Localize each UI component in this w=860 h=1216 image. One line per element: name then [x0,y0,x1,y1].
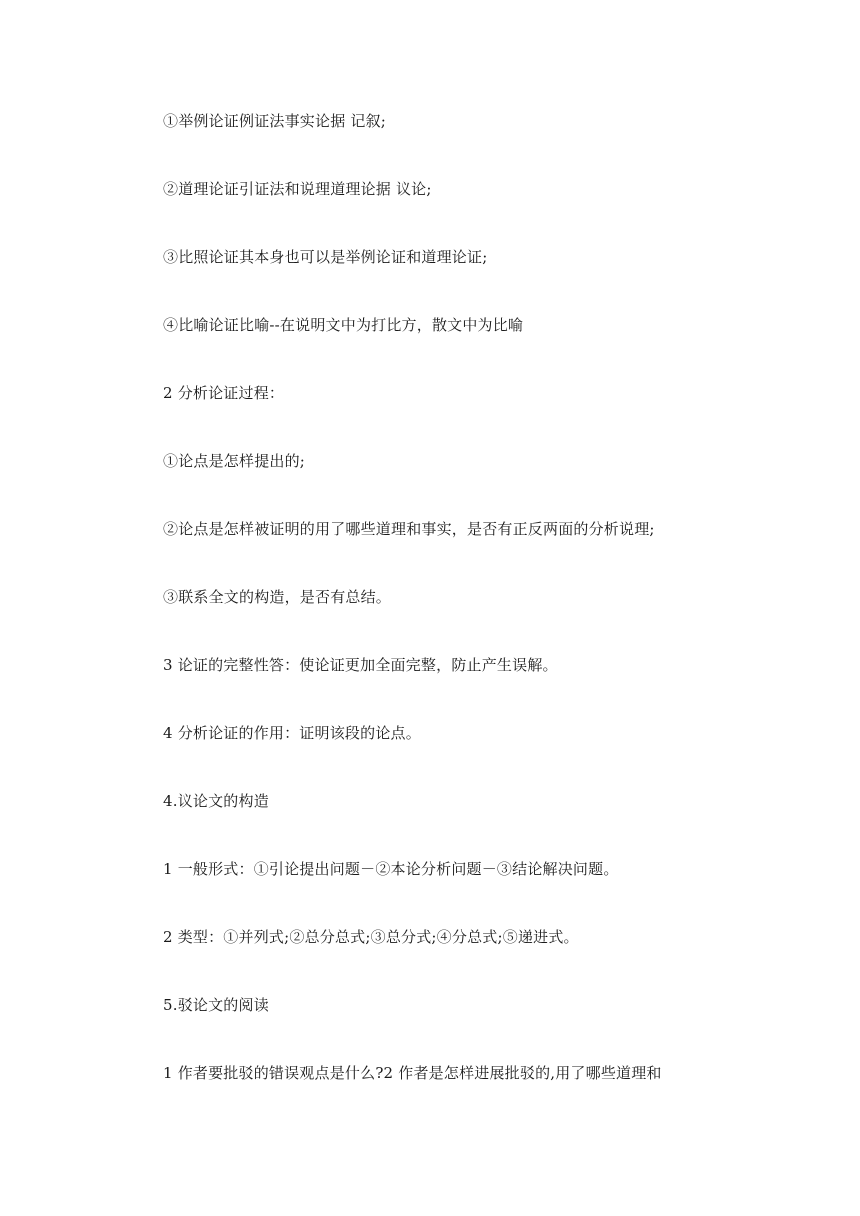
section-heading: 4.议论文的构造 [163,792,269,810]
text-line: ②论点是怎样被证明的用了哪些道理和事实，是否有正反两面的分析说理; [163,520,655,538]
text-line: 3 论证的完整性答：使论证更加全面完整，防止产生误解。 [163,656,558,674]
section-heading: 5.驳论文的阅读 [163,996,269,1014]
section-heading: 2 分析论证过程： [163,384,285,402]
text-line: ③比照论证其本身也可以是举例论证和道理论证; [163,248,488,266]
text-line: ④比喻论证比喻--在说明文中为打比方，散文中为比喻 [163,316,524,334]
text-line: ①举例论证例证法事实论据 记叙; [163,112,387,130]
text-line: ①论点是怎样提出的; [163,452,306,470]
text-line: ②道理论证引证法和说理道理论据 议论; [163,180,432,198]
text-line: ③联系全文的构造，是否有总结。 [163,588,392,606]
text-line: 2 类型：①并列式;②总分总式;③总分式;④分总式;⑤递进式。 [163,928,579,946]
text-line: 1 一般形式：①引论提出问题－②本论分析问题－③结论解决问题。 [163,860,619,878]
text-line: 4 分析论证的作用：证明该段的论点。 [163,724,421,742]
text-line: 1 作者要批驳的错误观点是什么?2 作者是怎样进展批驳的,用了哪些道理和 [163,1064,662,1082]
